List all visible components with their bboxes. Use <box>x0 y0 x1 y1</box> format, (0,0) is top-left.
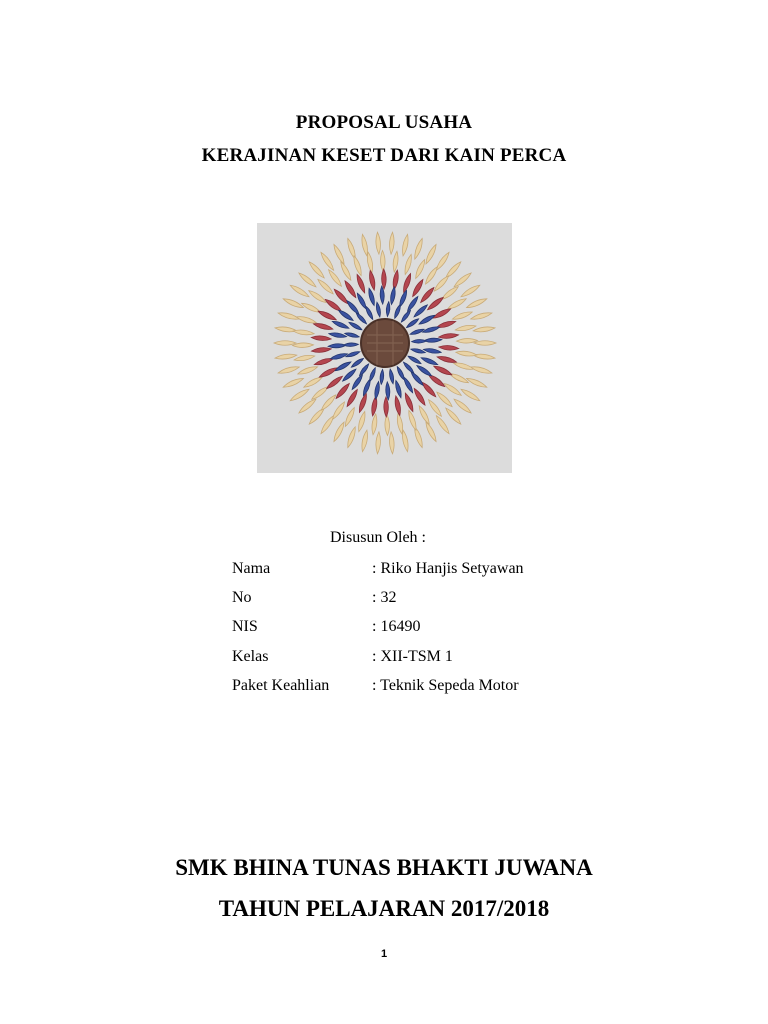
page-number: 1 <box>380 948 388 960</box>
fabric-patchwork-doormat-image <box>257 223 512 473</box>
academic-year: TAHUN PELAJARAN 2017/2018 <box>218 896 550 921</box>
info-label: Nama <box>232 560 271 577</box>
info-value: : Teknik Sepeda Motor <box>372 677 519 694</box>
document-subtitle: KERAJINAN KESET DARI KAIN PERCA <box>201 145 567 166</box>
info-label: Kelas <box>232 648 269 665</box>
school-name: SMK BHINA TUNAS BHAKTI JUWANA <box>175 855 593 880</box>
info-value: : 16490 <box>372 618 421 635</box>
info-value: : Riko Hanjis Setyawan <box>372 560 524 577</box>
doormat-photo <box>257 223 512 473</box>
compiled-by-label: Disusun Oleh : <box>330 529 426 546</box>
document-title: PROPOSAL USAHA <box>295 112 473 133</box>
info-value: : XII-TSM 1 <box>372 648 453 665</box>
info-label: Paket Keahlian <box>232 677 330 694</box>
info-label: NIS <box>232 618 258 635</box>
info-label: No <box>232 589 252 606</box>
info-value: : 32 <box>372 589 397 606</box>
